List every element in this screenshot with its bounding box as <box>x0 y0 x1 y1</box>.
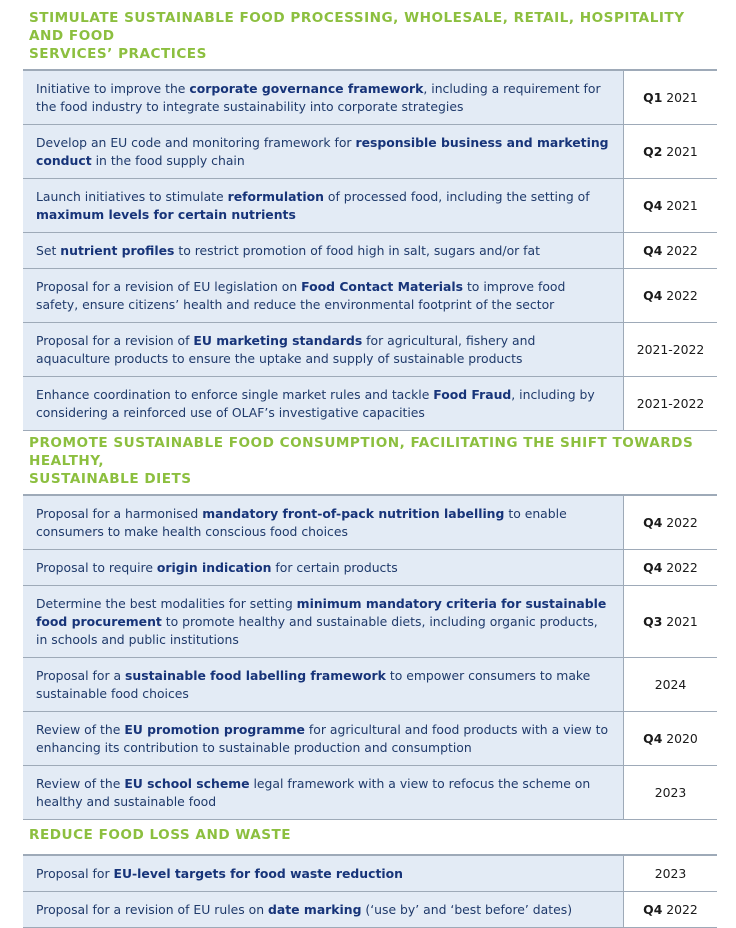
section-heading <box>23 431 717 494</box>
action-description <box>23 856 623 891</box>
quarter: Q4 <box>643 902 663 917</box>
bold-text: maximum levels for certain nutrients <box>36 207 296 222</box>
bold-text: nutrient profiles <box>60 243 175 258</box>
text: , including by considering a reinforced use of OLAF’s investigative capacities <box>36 387 595 420</box>
timing-cell <box>623 377 717 430</box>
text: Proposal for <box>36 866 114 881</box>
text: to empower consumers to make sustainable food choices <box>36 668 591 701</box>
section-heading <box>23 820 717 854</box>
text: Launch initiatives to stimulate <box>36 189 228 204</box>
section-rows <box>23 494 717 820</box>
table-row <box>23 495 717 550</box>
action-description <box>23 269 623 322</box>
action-description <box>23 179 623 232</box>
year: 2022 <box>666 560 698 575</box>
table-row <box>23 855 717 892</box>
text: Proposal for a harmonised <box>36 506 203 521</box>
section-heading-line: PROMOTE SUSTAINABLE FOOD CONSUMPTION, FACILITATING THE SHIFT TOWARDS HEALTHY, <box>29 435 694 469</box>
timing-cell <box>623 712 717 765</box>
action-description <box>23 125 623 178</box>
bold-text: date marking <box>268 902 362 917</box>
timing-cell <box>623 586 717 657</box>
table-row <box>23 586 717 658</box>
text: Initiative to improve the <box>36 81 190 96</box>
text: , including a requirement for the food industry to integrate sustainability into corporate strategies <box>36 81 601 114</box>
section-heading <box>23 0 717 69</box>
section-heading-line: STIMULATE SUSTAINABLE FOOD PROCESSING, WHOLESALE, RETAIL, HOSPITALITY AND FOOD <box>29 10 685 44</box>
text: to promote healthy and sustainable diets, including organic products, in schools and public institutions <box>36 614 598 647</box>
timing-cell <box>623 550 717 585</box>
text: legal framework with a view to refocus the scheme on healthy and sustainable food <box>36 776 591 809</box>
bold-text: EU-level targets for food waste reduction <box>113 866 403 881</box>
action-description <box>23 71 623 124</box>
timing-cell <box>623 71 717 124</box>
bold-text: reformulation <box>227 189 324 204</box>
table-row <box>23 712 717 766</box>
year: 2022 <box>666 243 698 258</box>
timing-cell <box>623 658 717 711</box>
section-heading-line: SERVICES’ PRACTICES <box>29 46 207 62</box>
table-row <box>23 269 717 323</box>
bold-text: corporate governance framework <box>189 81 424 96</box>
year: 2021 <box>666 614 698 629</box>
bold-text: EU promotion programme <box>124 722 305 737</box>
text: for certain products <box>271 560 398 575</box>
action-description <box>23 323 623 376</box>
year: 2022 <box>666 902 698 917</box>
action-description <box>23 586 623 657</box>
year: 2024 <box>654 677 687 692</box>
year: 2023 <box>654 866 687 881</box>
text: for agricultural and food products with a view to enhancing its contribution to sustainable production and consumption <box>36 722 609 755</box>
year: 2020 <box>666 731 698 746</box>
bold-text: origin indication <box>156 560 272 575</box>
text: for agricultural, fishery and aquaculture products to ensure the uptake and supply of sustainable products <box>36 333 536 366</box>
timing-cell <box>623 892 717 927</box>
table-row <box>23 323 717 377</box>
quarter: Q2 <box>643 144 663 159</box>
year: 2021 <box>666 144 698 159</box>
action-description <box>23 550 623 585</box>
action-description <box>23 377 623 430</box>
action-description <box>23 658 623 711</box>
bold-text: mandatory front-of-pack nutrition labelling <box>202 506 505 521</box>
timing-cell <box>623 766 717 819</box>
text: Set <box>36 243 61 258</box>
quarter: Q4 <box>643 243 663 258</box>
text: Proposal to require <box>36 560 157 575</box>
timing-cell <box>623 233 717 268</box>
quarter: Q4 <box>643 731 663 746</box>
year: 2021 <box>666 90 698 105</box>
year: 2021 <box>666 198 698 213</box>
bold-text: EU marketing standards <box>193 333 363 348</box>
table-row <box>23 125 717 179</box>
bold-text: Food Fraud <box>433 387 512 402</box>
table-row <box>23 550 717 586</box>
year: 2021-2022 <box>636 396 705 411</box>
bold-text: minimum mandatory criteria for sustainable food procurement <box>36 596 607 629</box>
text: of processed food, including the setting of <box>323 189 590 204</box>
text: Enhance coordination to enforce single market rules and tackle <box>36 387 434 402</box>
text: Proposal for a revision of <box>36 333 194 348</box>
text: Determine the best modalities for setting <box>36 596 297 611</box>
bold-text: Food Contact Materials <box>301 279 463 294</box>
action-description <box>23 766 623 819</box>
table-row <box>23 377 717 431</box>
action-plan-table <box>23 0 717 928</box>
table-row <box>23 766 717 820</box>
year: 2022 <box>666 515 698 530</box>
quarter: Q4 <box>643 288 663 303</box>
section-rows <box>23 69 717 431</box>
action-description <box>23 712 623 765</box>
table-row <box>23 70 717 125</box>
timing-cell <box>623 323 717 376</box>
table-row <box>23 233 717 269</box>
text: Review of the <box>36 722 125 737</box>
table-row <box>23 892 717 928</box>
year: 2023 <box>654 785 687 800</box>
section-heading-line: REDUCE FOOD LOSS AND WASTE <box>29 827 292 843</box>
text: Proposal for a revision of EU rules on <box>36 902 269 917</box>
bold-text: EU school scheme <box>124 776 250 791</box>
quarter: Q1 <box>643 90 663 105</box>
table-row <box>23 179 717 233</box>
text: Proposal for a <box>36 668 126 683</box>
text: (‘use by’ and ‘best before’ dates) <box>361 902 573 917</box>
text: to enable consumers to make health conscious food choices <box>36 506 567 539</box>
text: to improve food safety, ensure citizens’ health and reduce the environmental footprint of the sector <box>36 279 566 312</box>
action-description <box>23 233 623 268</box>
text: Develop an EU code and monitoring framework for <box>36 135 356 150</box>
bold-text: responsible business and marketing conduct <box>36 135 609 168</box>
timing-cell <box>623 496 717 549</box>
timing-cell <box>623 125 717 178</box>
bold-text: sustainable food labelling framework <box>125 668 386 683</box>
table-row <box>23 658 717 712</box>
text: Review of the <box>36 776 125 791</box>
year: 2021-2022 <box>636 342 705 357</box>
text: in the food supply chain <box>91 153 245 168</box>
text: Proposal for a revision of EU legislation on <box>36 279 302 294</box>
section-heading-line: SUSTAINABLE DIETS <box>29 471 192 487</box>
action-description <box>23 496 623 549</box>
quarter: Q4 <box>643 515 663 530</box>
year: 2022 <box>666 288 698 303</box>
action-description <box>23 892 623 927</box>
timing-cell <box>623 269 717 322</box>
text: to restrict promotion of food high in salt, sugars and/or fat <box>174 243 540 258</box>
timing-cell <box>623 179 717 232</box>
timing-cell <box>623 856 717 891</box>
section-rows <box>23 854 717 928</box>
quarter: Q3 <box>643 614 663 629</box>
quarter: Q4 <box>643 560 663 575</box>
quarter: Q4 <box>643 198 663 213</box>
